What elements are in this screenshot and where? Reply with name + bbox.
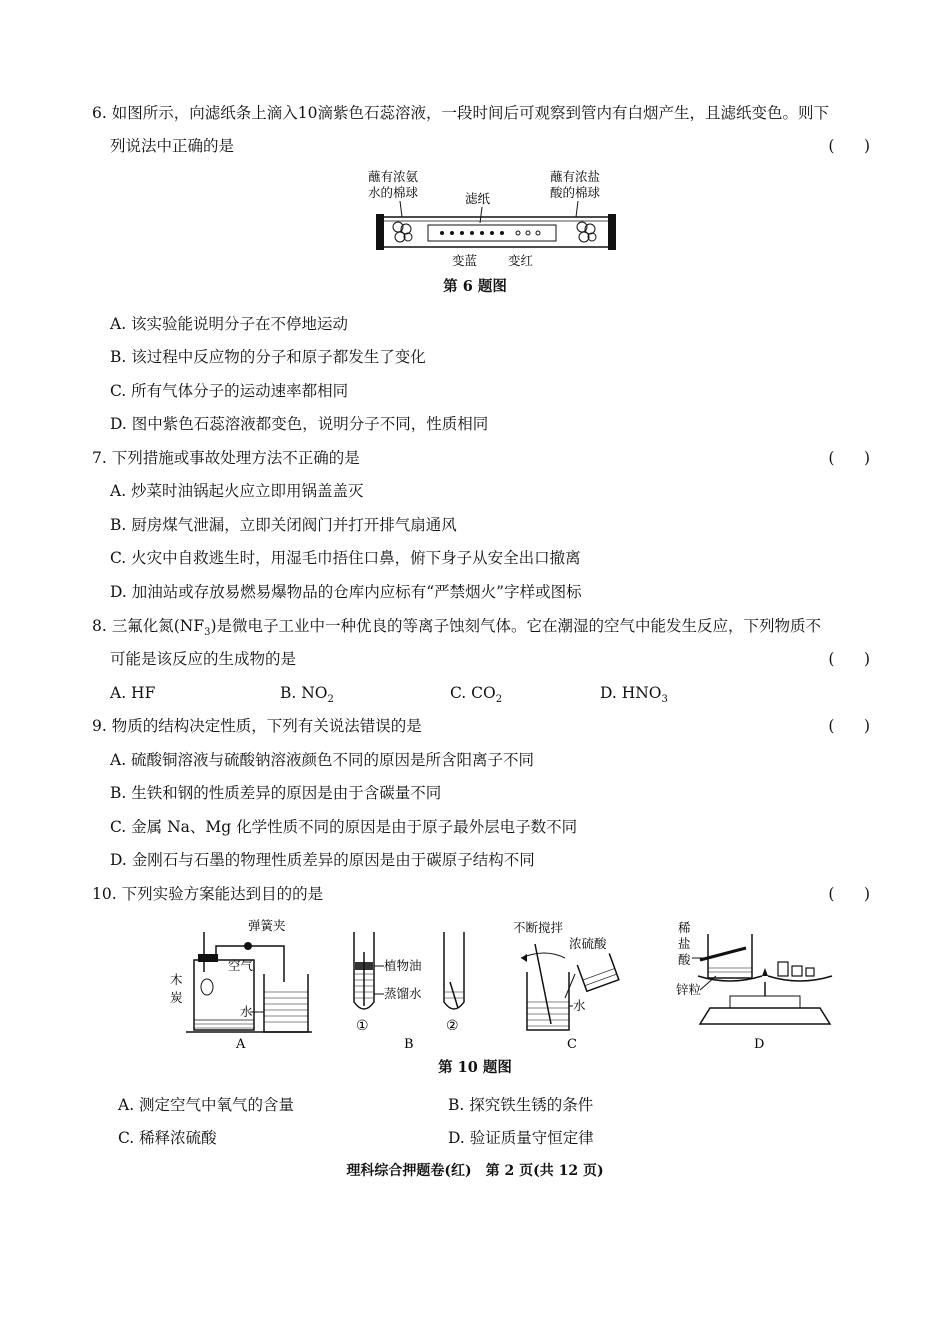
label-spring-clip: 弹簧夹 (248, 918, 286, 933)
q6-option-a[interactable]: A. 该实验能说明分子在不停地运动 (110, 315, 349, 333)
cotton-ball-left (393, 222, 412, 242)
q10-figure-a (160, 912, 320, 1052)
q6-label-blue: 变蓝 (452, 253, 478, 268)
label-water-c: 水 (573, 998, 586, 1013)
q7-answer-blank[interactable]: ( ) (828, 449, 870, 467)
label-dilute-1: 稀 (678, 920, 691, 935)
q6-label-red: 变红 (508, 253, 534, 268)
figure-label-d: D (754, 1037, 765, 1052)
q9-option-b[interactable]: B. 生铁和钢的性质差异的原因是由于含碳量不同 (110, 784, 442, 802)
q10-figure-caption: 第 10 题图 (438, 1059, 512, 1076)
q7-stem: 7. 下列措施或事故处理方法不正确的是 (92, 449, 360, 467)
label-conc-sulfuric-acid: 浓硫酸 (569, 936, 607, 951)
tube-1-label: ① (356, 1018, 369, 1034)
q6-option-d[interactable]: D. 图中紫色石蕊溶液都变色，说明分子不同，性质相同 (110, 415, 489, 433)
q9-option-a[interactable]: A. 硫酸铜溶液与硫酸钠溶液颜色不同的原因是所含阳离子不同 (110, 751, 535, 769)
q7-option-a[interactable]: A. 炒菜时油锅起火应立即用锅盖盖灭 (110, 482, 364, 500)
q10-option-c[interactable]: C. 稀释浓硫酸 (118, 1129, 217, 1147)
q8-stem-line1: 8. 三氟化氮$(NF_3)$是微电子工业中一种优良的等离子蚀刻气体。它在潮湿的空气中能发生反应，下列物质不 (92, 617, 822, 639)
q6-stem-line2: 列说法中正确的是 (110, 137, 235, 155)
label-keep-stirring: 不断搅拌 (513, 920, 564, 935)
q10-option-b[interactable]: B. 探究铁生锈的条件 (448, 1096, 594, 1114)
q8-stem-line2: 可能是该反应的生成物的是 (110, 650, 297, 668)
q6-option-c[interactable]: C. 所有气体分子的运动速率都相同 (110, 382, 349, 400)
q7-option-c[interactable]: C. 火灾中自救逃生时，用湿毛巾捂住口鼻，俯下身子从安全出口撤离 (110, 549, 581, 567)
q9-option-d[interactable]: D. 金刚石与石墨的物理性质差异的原因是由于碳原子结构不同 (110, 851, 535, 869)
q6-option-b[interactable]: B. 该过程中反应物的分子和原子都发生了变化 (110, 348, 426, 366)
page-footer: 理科综合押题卷(红) 第 2 页(共 12 页) (346, 1163, 604, 1179)
q7-option-d[interactable]: D. 加油站或存放易燃易爆物品的仓库内应标有“严禁烟火”字样或图标 (110, 583, 582, 601)
q9-stem: 9. 物质的结构决定性质，下列有关说法错误的是 (92, 717, 422, 735)
q6-label-ammonia-2: 水的棉球 (368, 185, 419, 200)
q10-figure-b (340, 912, 480, 1052)
q6-label-filter: 滤纸 (465, 191, 491, 206)
cotton-ball-right (577, 222, 596, 242)
q8-option-d[interactable]: D. $HNO_3$ (600, 684, 668, 706)
q6-label-ammonia-1: 蘸有浓氨 (368, 169, 419, 184)
label-dilute-2: 盐 (678, 936, 691, 951)
q10-option-d[interactable]: D. 验证质量守恒定律 (448, 1129, 594, 1147)
q6-figure-caption: 第 6 题图 (443, 278, 507, 295)
label-charcoal-2: 炭 (170, 990, 183, 1005)
tube-2-label: ② (446, 1018, 459, 1034)
q6-stem-line1: 6. 如图所示，向滤纸条上滴入10滴紫色石蕊溶液，一段时间后可观察到管内有白烟产生，且滤纸变色。则下 (92, 104, 829, 122)
q10-figure-d (670, 912, 850, 1052)
q8-option-a[interactable]: A. HF (110, 684, 156, 702)
q10-figure-c (505, 912, 645, 1052)
label-distilled-water: 蒸馏水 (384, 986, 422, 1001)
glass-tube (382, 217, 610, 247)
q6-answer-blank[interactable]: ( ) (828, 137, 870, 155)
q9-option-c[interactable]: C. 金属 Na、Mg 化学性质不同的原因是由于原子最外层电子数不同 (110, 818, 578, 836)
q8-option-b[interactable]: B. $NO_2$ (280, 684, 334, 706)
label-vegetable-oil: 植物油 (384, 958, 422, 973)
figure-label-b: B (404, 1037, 414, 1052)
q6-figure (360, 165, 630, 270)
q6-label-hcl-2: 酸的棉球 (550, 185, 601, 200)
label-zinc: 锌粒 (676, 982, 702, 997)
q10-option-a[interactable]: A. 测定空气中氧气的含量 (118, 1096, 295, 1114)
q8-answer-blank[interactable]: ( ) (828, 650, 870, 668)
q10-answer-blank[interactable]: ( ) (828, 885, 870, 903)
figure-label-a: A (236, 1037, 246, 1052)
label-air: 空气 (228, 958, 254, 973)
figure-label-c: C (567, 1037, 577, 1052)
label-water-a: 水 (240, 1004, 253, 1019)
q8-option-c[interactable]: C. $CO_2$ (450, 684, 503, 706)
q7-option-b[interactable]: B. 厨房煤气泄漏，立即关闭阀门并打开排气扇通风 (110, 516, 457, 534)
q6-label-hcl-1: 蘸有浓盐 (550, 169, 601, 184)
q10-stem: 10. 下列实验方案能达到目的的是 (92, 885, 324, 903)
label-dilute-3: 酸 (678, 952, 691, 967)
q9-answer-blank[interactable]: ( ) (828, 717, 870, 735)
label-charcoal-1: 木 (170, 972, 183, 987)
